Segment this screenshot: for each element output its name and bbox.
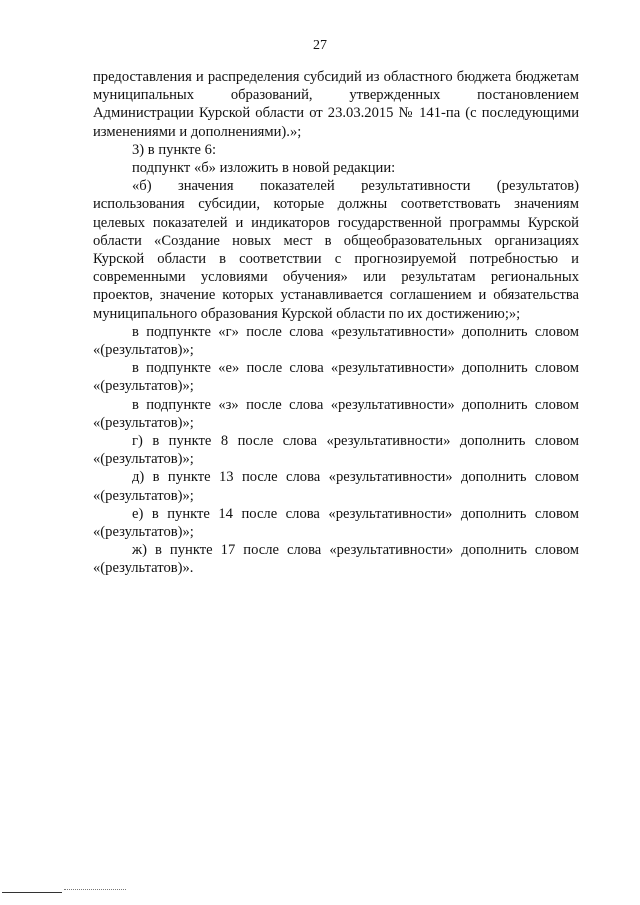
paragraph-item-e-14: е) в пункте 14 после слова «результативности» дополнить словом «(результатов)»; [93,505,579,541]
paragraph-subitem-g: в подпункте «г» после слова «результативности» дополнить словом «(результатов)»; [93,323,579,359]
paragraph-item-zh-17: ж) в пункте 17 после слова «результативности» дополнить словом «(результатов)». [93,542,579,577]
paragraph-item-g-8: г) в пункте 8 после слова «результативности» дополнить словом «(результатов)»; [93,433,579,468]
document-body [93,68,579,578]
footer-dotted-rule [64,889,126,893]
paragraph-item-3: 3) в пункте 6: [132,141,217,158]
paragraph-item-d-13: д) в пункте 13 после слова «результативности» дополнить словом «(результатов)»; [93,469,579,504]
page-number: 27 [313,38,327,53]
footer-rule [2,892,62,893]
paragraph-subitem-e: в подпункте «е» после слова «результативности» дополнить словом «(результатов)»; [93,360,579,395]
paragraph-continuation: предоставления и распределения субсидий из областного бюджета бюджетам муниципальных образований, утвержденных постановлением Администрации Курской области от 23.03.2015 № 141-па (с последующими изменениями и дополнениями).»; [93,69,579,140]
paragraph-subitem-b-intro: подпункт «б» изложить в новой редакции: [132,160,396,177]
paragraph-subitem-b-text: «б) значения показателей результативности (результатов) использования субсидии, которые должны соответствовать значениям целевых показателей и индикаторов государственной программы Курской области «Создание новых мест в общеобразовательных организациях Курской области в соответствии с прогнозируемой потребностью и современными условиями обучения» или результатам региональных проектов, значение которых устанавливается соглашением и обязательства муниципального образования Курской области по их достижению;»; [93,178,579,322]
paragraph-subitem-z: в подпункте «з» после слова «результативности» дополнить словом «(результатов)»; [93,396,579,431]
